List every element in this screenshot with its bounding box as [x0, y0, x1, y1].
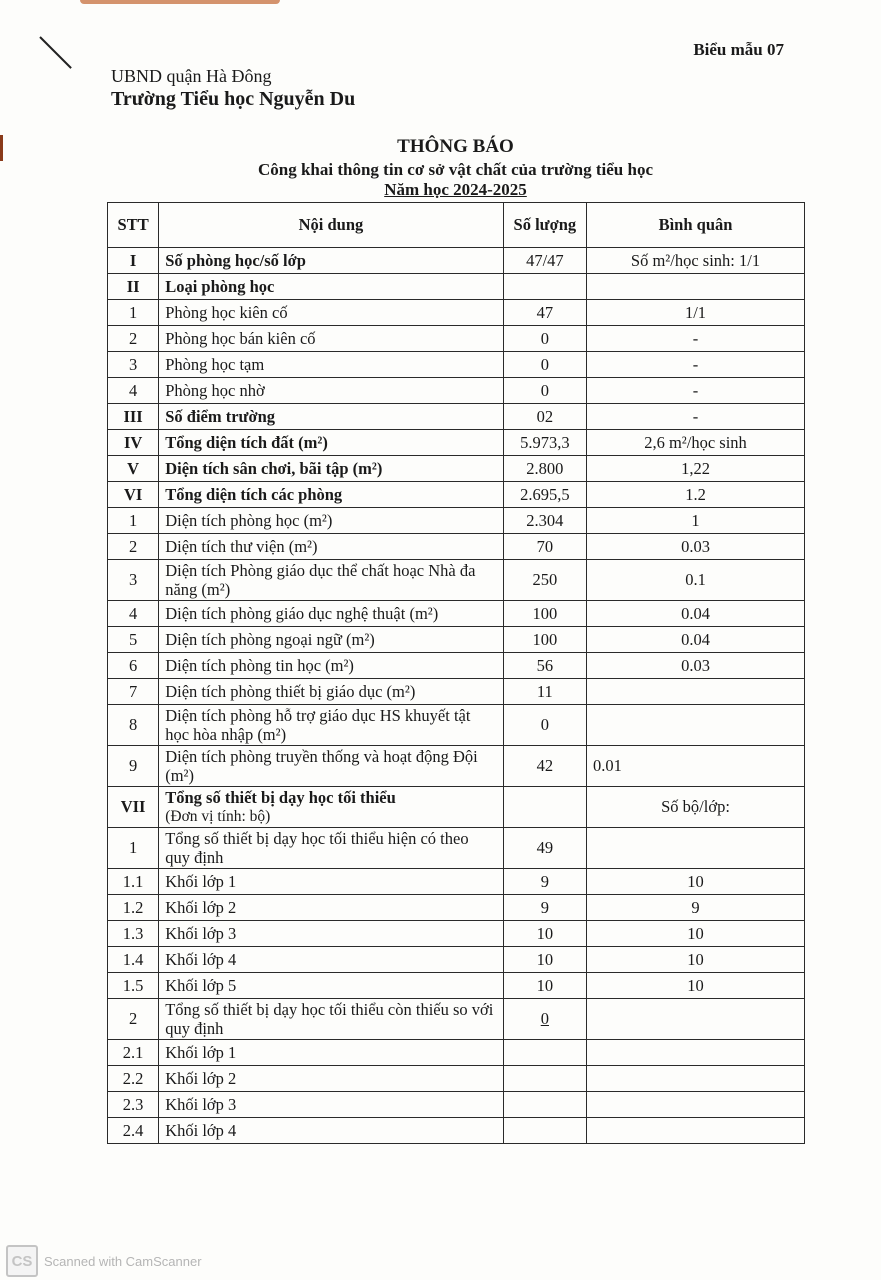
- cell-quantity: 70: [503, 534, 586, 560]
- table-row: [108, 456, 805, 482]
- table-row: [108, 378, 805, 404]
- table-row: [108, 352, 805, 378]
- cell-average: 10: [587, 869, 805, 895]
- content-text: Diện tích phòng học (m²): [165, 511, 333, 530]
- school-name: Trường Tiểu học Nguyễn Du: [111, 88, 356, 110]
- table-row: [108, 895, 805, 921]
- cell-content: [159, 921, 503, 947]
- cell-content: [159, 679, 503, 705]
- content-text: Khối lớp 5: [165, 976, 237, 995]
- content-text: Tổng số thiết bị dạy học tối thiểu còn thiếu so với quy định: [165, 1000, 494, 1038]
- cell-quantity: 2.304: [503, 508, 586, 534]
- content-text: Số điểm trường: [165, 407, 276, 426]
- cell-stt: VII: [108, 787, 159, 828]
- cell-average: [587, 705, 805, 746]
- table-row: [108, 828, 805, 869]
- cell-quantity: 5.973,3: [503, 430, 586, 456]
- cell-content: [159, 653, 503, 679]
- table-row: [108, 921, 805, 947]
- content-text: Diện tích phòng ngoại ngữ (m²): [165, 630, 375, 649]
- cell-content: [159, 746, 503, 787]
- cell-average: -: [587, 378, 805, 404]
- table-row: [108, 534, 805, 560]
- cell-content: [159, 300, 503, 326]
- cell-stt: 1.1: [108, 869, 159, 895]
- cell-average: [587, 274, 805, 300]
- cell-content: [159, 508, 503, 534]
- cell-stt: 1.5: [108, 973, 159, 999]
- cell-quantity: 0: [503, 378, 586, 404]
- cell-stt: VI: [108, 482, 159, 508]
- cell-average: [587, 828, 805, 869]
- camscanner-logo-icon: CS: [6, 1245, 38, 1277]
- cell-average: 0.04: [587, 601, 805, 627]
- cell-stt: 1.2: [108, 895, 159, 921]
- table-row: [108, 274, 805, 300]
- cell-average: 1.2: [587, 482, 805, 508]
- column-header-stt: STT: [108, 203, 159, 248]
- cell-stt: 9: [108, 746, 159, 787]
- cell-stt: 2: [108, 999, 159, 1040]
- content-text: Tổng số thiết bị dạy học tối thiểu hiện có theo quy định: [165, 829, 469, 867]
- content-text: Diện tích phòng hỗ trợ giáo dục HS khuyết tật học hòa nhập (m²): [165, 706, 471, 744]
- cell-content: [159, 326, 503, 352]
- cell-content: [159, 999, 503, 1040]
- cell-quantity: [503, 274, 586, 300]
- cell-content: [159, 973, 503, 999]
- content-text: Khối lớp 4: [165, 950, 237, 969]
- cell-content: [159, 248, 503, 274]
- scan-edge-stripe: [80, 0, 280, 4]
- table-row: [108, 627, 805, 653]
- table-row: [108, 248, 805, 274]
- content-text: Phòng học kiên cố: [165, 303, 288, 322]
- cell-content: [159, 1040, 503, 1066]
- cell-stt: V: [108, 456, 159, 482]
- content-text: Khối lớp 1: [165, 872, 237, 891]
- cell-stt: 2.4: [108, 1118, 159, 1144]
- organization-name: UBND quận Hà Đông: [111, 66, 272, 86]
- cell-quantity: 47/47: [503, 248, 586, 274]
- cell-quantity: 9: [503, 895, 586, 921]
- cell-stt: 1.4: [108, 947, 159, 973]
- content-text: Tổng diện tích các phòng: [165, 485, 343, 504]
- cell-average: Số m²/học sinh: 1/1: [587, 248, 805, 274]
- cell-quantity: 10: [503, 973, 586, 999]
- content-text: Diện tích phòng thiết bị giáo dục (m²): [165, 682, 416, 701]
- table-row: [108, 560, 805, 601]
- cell-quantity: [503, 1092, 586, 1118]
- cell-content: [159, 601, 503, 627]
- cell-average: 10: [587, 973, 805, 999]
- form-number: Biểu mẫu 07: [693, 40, 784, 59]
- cell-stt: 3: [108, 560, 159, 601]
- cell-stt: 5: [108, 627, 159, 653]
- content-note: (Đơn vị tính: bộ): [165, 808, 271, 825]
- content-text: Khối lớp 2: [165, 1069, 237, 1088]
- table-row: [108, 653, 805, 679]
- cell-average: 0.03: [587, 653, 805, 679]
- cell-stt: 2.1: [108, 1040, 159, 1066]
- column-header-quantity: Số lượng: [503, 203, 586, 248]
- cell-stt: 4: [108, 601, 159, 627]
- table-row: [108, 999, 805, 1040]
- cell-stt: 7: [108, 679, 159, 705]
- content-text: Diện tích phòng tin học (m²): [165, 656, 354, 675]
- column-header-content: Nội dung: [159, 203, 503, 248]
- content-text: Tổng diện tích đất (m²): [165, 433, 328, 452]
- cell-content: [159, 482, 503, 508]
- table-row: [108, 601, 805, 627]
- cell-average: 2,6 m²/học sinh: [587, 430, 805, 456]
- cell-stt: 2: [108, 534, 159, 560]
- cell-quantity: 9: [503, 869, 586, 895]
- cell-quantity: 2.800: [503, 456, 586, 482]
- cell-average: 0.01: [587, 746, 805, 787]
- cell-content: [159, 352, 503, 378]
- cell-average: 0.1: [587, 560, 805, 601]
- pen-mark: [39, 36, 72, 69]
- cell-quantity: [503, 787, 586, 828]
- table-row: [108, 404, 805, 430]
- cell-content: [159, 627, 503, 653]
- cell-average: -: [587, 352, 805, 378]
- content-text: Diện tích phòng truyền thống và hoạt động Đội (m²): [165, 747, 478, 785]
- cell-content: [159, 828, 503, 869]
- cell-quantity: 10: [503, 947, 586, 973]
- content-text: Diện tích phòng giáo dục nghệ thuật (m²): [165, 604, 439, 623]
- table-row: [108, 705, 805, 746]
- cell-average: 10: [587, 947, 805, 973]
- content-text: Khối lớp 3: [165, 1095, 237, 1114]
- table-row: [108, 1118, 805, 1144]
- content-text: Diện tích thư viện (m²): [165, 537, 318, 556]
- cell-stt: 2.2: [108, 1066, 159, 1092]
- cell-average: 0.03: [587, 534, 805, 560]
- cell-quantity: 11: [503, 679, 586, 705]
- cell-average: [587, 999, 805, 1040]
- table-row: [108, 679, 805, 705]
- cell-content: [159, 1066, 503, 1092]
- table-row: [108, 508, 805, 534]
- table-header-row: [108, 203, 805, 248]
- cell-stt: 2.3: [108, 1092, 159, 1118]
- column-header-average: Bình quân: [587, 203, 805, 248]
- cell-content: [159, 705, 503, 746]
- document-title: THÔNG BÁO: [397, 136, 514, 157]
- table-row: [108, 482, 805, 508]
- cell-quantity: 02: [503, 404, 586, 430]
- cell-content: [159, 430, 503, 456]
- table-row: [108, 300, 805, 326]
- cell-average: [587, 679, 805, 705]
- cell-average: [587, 1092, 805, 1118]
- cell-stt: 8: [108, 705, 159, 746]
- table-row: [108, 1092, 805, 1118]
- cell-quantity: 2.695,5: [503, 482, 586, 508]
- cell-stt: IV: [108, 430, 159, 456]
- cell-average: -: [587, 404, 805, 430]
- cell-average: [587, 1118, 805, 1144]
- cell-average: 0.04: [587, 627, 805, 653]
- cell-stt: 1: [108, 828, 159, 869]
- cell-average: -: [587, 326, 805, 352]
- cell-quantity: 100: [503, 601, 586, 627]
- content-text: Phòng học nhờ: [165, 381, 265, 400]
- table-row: [108, 1040, 805, 1066]
- table-row: [108, 1066, 805, 1092]
- cell-quantity: 0: [503, 999, 586, 1040]
- cell-stt: 3: [108, 352, 159, 378]
- cell-content: [159, 274, 503, 300]
- table-row: [108, 947, 805, 973]
- table-row: [108, 973, 805, 999]
- cell-quantity: 0: [503, 326, 586, 352]
- cell-quantity: [503, 1066, 586, 1092]
- cell-average: 1,22: [587, 456, 805, 482]
- cell-content: [159, 787, 503, 828]
- cell-quantity: 47: [503, 300, 586, 326]
- camscanner-text: Scanned with CamScanner: [44, 1253, 202, 1269]
- content-text: Khối lớp 4: [165, 1121, 237, 1140]
- cell-average: Số bộ/lớp:: [587, 787, 805, 828]
- cell-quantity: 42: [503, 746, 586, 787]
- cell-quantity: 0: [503, 352, 586, 378]
- table-row: [108, 430, 805, 456]
- cell-average: 10: [587, 921, 805, 947]
- cell-content: [159, 947, 503, 973]
- cell-quantity: [503, 1040, 586, 1066]
- cell-stt: 1: [108, 508, 159, 534]
- content-text: Khối lớp 3: [165, 924, 237, 943]
- title-block: [0, 136, 881, 200]
- table-row: [108, 869, 805, 895]
- cell-average: 1/1: [587, 300, 805, 326]
- content-text: Loại phòng học: [165, 277, 275, 296]
- content-text: Phòng học tạm: [165, 355, 265, 374]
- cell-quantity: [503, 1118, 586, 1144]
- cell-quantity: 49: [503, 828, 586, 869]
- cell-average: [587, 1066, 805, 1092]
- cell-stt: 6: [108, 653, 159, 679]
- cell-stt: 4: [108, 378, 159, 404]
- cell-content: [159, 895, 503, 921]
- cell-content: [159, 378, 503, 404]
- cell-stt: II: [108, 274, 159, 300]
- cell-stt: 2: [108, 326, 159, 352]
- table-row: [108, 746, 805, 787]
- cell-quantity: 0: [503, 705, 586, 746]
- cell-content: [159, 456, 503, 482]
- cell-content: [159, 404, 503, 430]
- camscanner-watermark: [6, 1245, 202, 1277]
- cell-quantity: 10: [503, 921, 586, 947]
- table-row: [108, 787, 805, 828]
- content-text: Diện tích Phòng giáo dục thể chất hoạc Nhà đa năng (m²): [165, 561, 476, 599]
- content-text: Phòng học bán kiên cố: [165, 329, 316, 348]
- cell-average: [587, 1040, 805, 1066]
- table-row: [108, 326, 805, 352]
- cell-content: [159, 560, 503, 601]
- cell-stt: III: [108, 404, 159, 430]
- content-text: Số phòng học/số lớp: [165, 251, 306, 270]
- cell-stt: 1.3: [108, 921, 159, 947]
- cell-content: [159, 534, 503, 560]
- cell-quantity: 100: [503, 627, 586, 653]
- content-text: Khối lớp 2: [165, 898, 237, 917]
- document-subtitle: Công khai thông tin cơ sở vật chất của trường tiểu học: [258, 160, 653, 179]
- cell-content: [159, 1118, 503, 1144]
- cell-quantity: 56: [503, 653, 586, 679]
- cell-quantity: 250: [503, 560, 586, 601]
- cell-content: [159, 869, 503, 895]
- cell-content: [159, 1092, 503, 1118]
- school-year: Năm học 2024-2025: [384, 180, 527, 199]
- content-text: Tổng số thiết bị dạy học tối thiểu: [165, 788, 396, 807]
- cell-stt: 1: [108, 300, 159, 326]
- cell-stt: I: [108, 248, 159, 274]
- cell-average: 9: [587, 895, 805, 921]
- facilities-table: [107, 202, 805, 1144]
- cell-average: 1: [587, 508, 805, 534]
- content-text: Khối lớp 1: [165, 1043, 237, 1062]
- content-text: Diện tích sân chơi, bãi tập (m²): [165, 459, 383, 478]
